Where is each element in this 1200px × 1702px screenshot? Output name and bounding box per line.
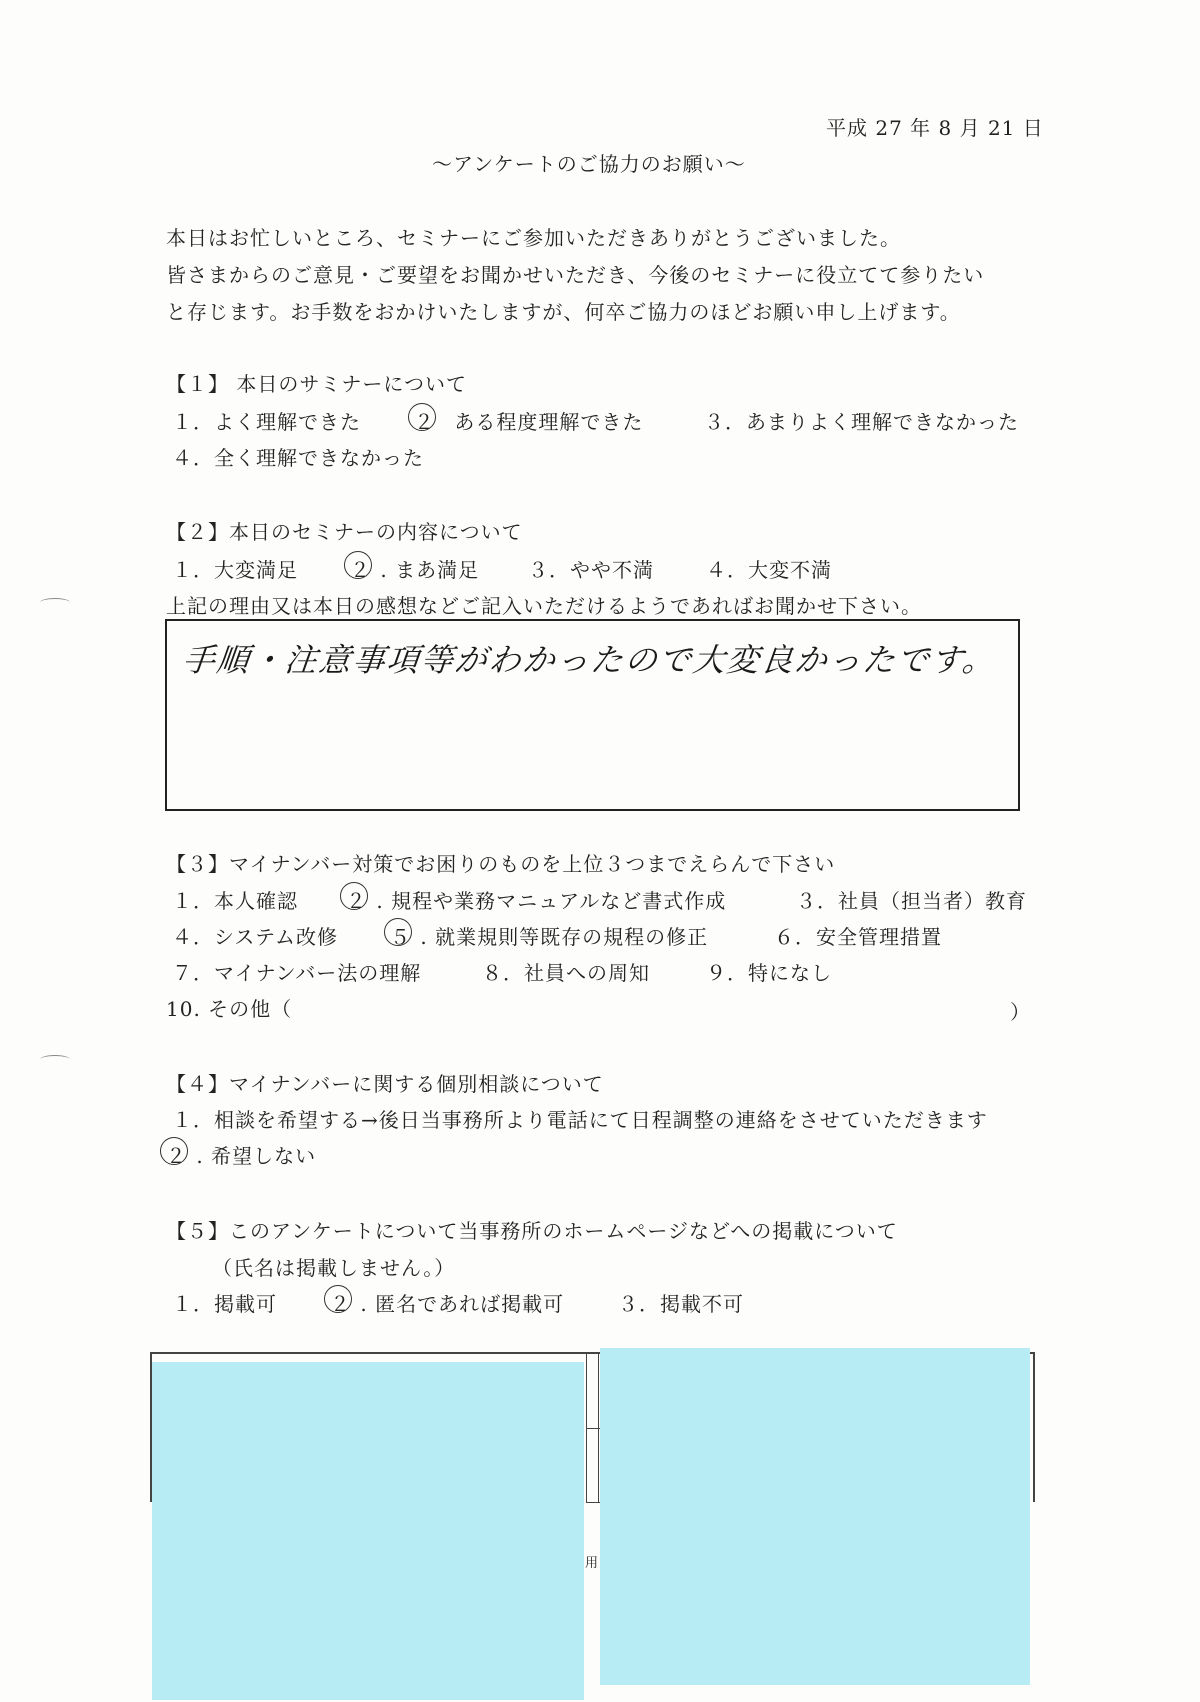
q3-option-9[interactable]: ９．特になし [706, 961, 832, 985]
redaction-block-right [600, 1348, 1030, 1685]
q2-option-4[interactable]: ４．大変不満 [706, 558, 832, 582]
q1-option-2-selected[interactable] [414, 406, 643, 435]
q5-option-1[interactable]: １．掲載可 [172, 1292, 277, 1316]
q5-option-2-text: . 匿名であれば掲載可 [360, 1292, 565, 1316]
q2-option-2-selected[interactable] [350, 554, 479, 583]
comment-box[interactable] [165, 619, 1020, 811]
intro-line-3: と存じます。お手数をおかけいたしますが、何卒ご協力のほどお願い申し上げます。 [166, 300, 961, 324]
footer-table-divider-2 [598, 1352, 599, 1502]
q1-option-1[interactable]: １．よく理解できた [172, 410, 361, 434]
selected-circle: ２ [414, 406, 435, 435]
q2-reason-prompt: 上記の理由又は本日の感想などご記入いただけるようであればお聞かせ下さい。 [166, 594, 922, 618]
q2-title: 【２】本日のセミナーの内容について [166, 520, 523, 544]
q5-subnote: （氏名は掲載しません。） [212, 1256, 456, 1280]
footer-char: 用 [585, 1556, 599, 1571]
q4-option-2-selected[interactable] [166, 1140, 316, 1169]
selected-circle: ２ [330, 1288, 351, 1317]
q3-title: 【３】マイナンバー対策でお困りのものを上位３つまでえらんで下さい [166, 852, 836, 876]
footer-table-divider-1 [586, 1352, 587, 1502]
q3-option-7[interactable]: ７．マイナンバー法の理解 [172, 961, 422, 985]
scan-mark-2 [40, 1055, 70, 1064]
q2-option-2-text: . まあ満足 [380, 558, 480, 582]
q1-option-3[interactable]: ３．あまりよく理解できなかった [704, 410, 1019, 434]
q5-title: 【５】このアンケートについて当事務所のホームページなどへの掲載について [166, 1219, 898, 1243]
q1-option-4[interactable]: ４．全く理解できなかった [172, 446, 424, 470]
scan-mark-1 [40, 598, 70, 607]
q5-option-2-selected[interactable] [330, 1288, 564, 1317]
q5-option-3[interactable]: ３．掲載不可 [618, 1292, 744, 1316]
footer-table-row-line-1 [586, 1428, 600, 1429]
q3-option-1[interactable]: １．本人確認 [172, 889, 298, 913]
selected-circle: ２ [166, 1140, 187, 1169]
selected-circle: ２ [346, 885, 367, 914]
q4-title: 【４】マイナンバーに関する個別相談について [166, 1072, 604, 1096]
handwritten-comment: 手順・注意事項等がわかったので大変良かったです。 [180, 641, 999, 679]
q3-option-8[interactable]: ８．社員への周知 [482, 961, 650, 985]
q3-option-3[interactable]: ３．社員（担当者）教育 [796, 889, 1027, 913]
q3-option-2-text: . 規程や業務マニュアルなど書式作成 [376, 889, 727, 913]
selected-circle: ５ [390, 921, 411, 950]
q3-option-2-selected[interactable] [346, 885, 726, 914]
footer-table-right-border [1033, 1352, 1035, 1502]
q3-option-10-close: ） [1010, 1000, 1031, 1024]
q3-option-5-selected[interactable] [390, 921, 708, 950]
intro-line-2: 皆さまからのご意見・ご要望をお聞かせいただき、今後のセミナーに役立てて参りたい [166, 263, 985, 287]
date: 平成 27 年 8 月 21 日 [826, 116, 1044, 140]
q4-option-1[interactable]: １．相談を希望する→後日当事務所より電話にて日程調整の連絡をさせていただきます [172, 1108, 988, 1132]
redaction-block-left [152, 1362, 584, 1700]
selected-circle: ２ [350, 554, 371, 583]
q2-option-3[interactable]: ３．やや不満 [528, 558, 654, 582]
q3-option-10[interactable]: 10. その他（ [166, 997, 293, 1021]
footer-table-row-line-2 [586, 1502, 600, 1503]
page-title: ～アンケートのご協力のお願い～ [432, 152, 746, 176]
intro-line-1: 本日はお忙しいところ、セミナーにご参加いただきありがとうございました。 [166, 226, 901, 250]
q1-option-2-text: ある程度理解できた [454, 410, 644, 434]
q4-option-2-text: . 希望しない [196, 1144, 317, 1168]
q3-option-6[interactable]: ６．安全管理措置 [774, 925, 942, 949]
q2-option-1[interactable]: １．大変満足 [172, 558, 298, 582]
q1-title: 【１】 本日のサミナーについて [166, 372, 467, 396]
q3-option-5-text: . 就業規則等既存の規程の修正 [420, 925, 709, 949]
q3-option-4[interactable]: ４．システム改修 [172, 925, 338, 949]
